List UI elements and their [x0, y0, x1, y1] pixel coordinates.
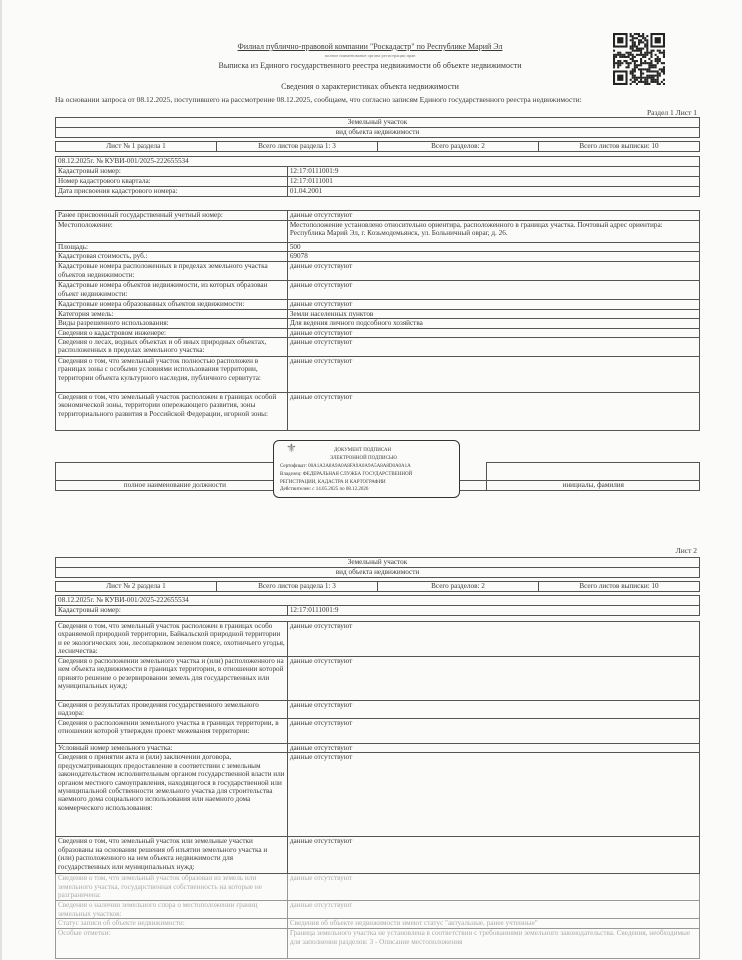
stamp-line: ДОКУМЕНТ ПОДПИСАН	[334, 448, 392, 453]
table-row	[56, 328, 700, 337]
field-value: данные отсутствуют	[287, 328, 699, 337]
stamp-line: Владелец: ФЕДЕРАЛЬНАЯ СЛУЖБА ГОСУДАРСТВЕННОЙ	[280, 472, 413, 477]
intro-text: На основании запроса от 08.12.2025, поступившего на рассмотрение 08.12.2025, сообщаем, что согласно записям Единого государственного реестра недвижимости:	[55, 95, 582, 104]
field-value: данные отсутствуют	[287, 393, 699, 431]
field-value: данные отсутствуют	[287, 753, 699, 837]
identification-table	[55, 156, 700, 197]
table-row	[56, 919, 700, 929]
table-row	[56, 719, 700, 744]
field-label: Сведения о расположении земельного участка в границах территории, в отношении которой утвержден проект межевания территории:	[56, 719, 288, 744]
field-value: Для ведения личного подсобного хозяйства	[287, 319, 699, 328]
extract-sheets-total: Всего листов выписки: 10	[539, 142, 700, 152]
field-value: 01.04.2001	[287, 187, 699, 197]
field-value: 12:17:0111001:9	[287, 167, 699, 177]
field-value: данные отсутствуют	[287, 262, 699, 281]
table-row	[56, 357, 700, 393]
field-label: Кадастровый номер:	[56, 606, 288, 616]
table-row	[56, 753, 700, 837]
stamp-line: РЕГИСТРАЦИИ, КАДАСТРА И КАРТОГРАФИИ	[280, 480, 386, 485]
sections-total: Всего разделов: 2	[378, 142, 539, 152]
field-label: Кадастровый номер:	[56, 167, 288, 177]
stamp-line: Действителен: с 14.05.2025 по 08.12.2026	[280, 487, 369, 492]
field-value: данные отсутствуют	[287, 874, 699, 901]
field-value: данные отсутствуют	[287, 622, 699, 657]
table-row	[56, 657, 700, 701]
table-row	[56, 622, 700, 657]
object-type: Земельный участок	[56, 558, 700, 568]
field-label: Сведения о расположении земельного участка и (или) расположенного на нем объекта недвижимости в границах территории, в отношении которой принято решение о резервировании земель для государственных или муниципальных нужд:	[56, 657, 288, 701]
table-row	[56, 744, 700, 753]
table-row	[56, 874, 700, 901]
table-row	[56, 262, 700, 281]
table-row	[56, 281, 700, 300]
page2-object-type-table	[55, 557, 700, 592]
table-row	[56, 243, 700, 252]
field-label: Сведения о кадастровом инженере:	[56, 328, 288, 337]
object-type: Земельный участок	[56, 118, 700, 128]
table-row	[56, 300, 700, 309]
table-row	[56, 338, 700, 357]
field-label: Кадастровые номера объектов недвижимости, из которых образован объект недвижимости:	[56, 281, 288, 300]
table-row	[56, 309, 700, 318]
field-value: данные отсутствуют	[287, 338, 699, 357]
name-caption: инициалы, фамилия	[487, 481, 700, 491]
field-value: данные отсутствуют	[287, 657, 699, 701]
field-value: данные отсутствуют	[287, 744, 699, 753]
sheet-number: Лист № 1 раздела 1	[56, 142, 217, 152]
table-row	[56, 701, 700, 719]
field-value: 69078	[287, 252, 699, 262]
field-label: Сведения о наличии земельного спора о местоположении границ земельных участков:	[56, 901, 288, 919]
scan-edge	[0, 0, 2, 960]
page2-section-label: Лист 2	[675, 546, 697, 555]
field-value: данные отсутствуют	[287, 719, 699, 744]
field-value: Местоположение установлено относительно ориентира, расположенного в границах участка. Почтовый адрес ориентира: Республика Марий Эл, г. Козьмодемьянск, ул. Больничный овраг, д. 26.	[287, 221, 699, 243]
object-type-caption: вид объекта недвижимости	[56, 568, 700, 578]
field-label: Местоположение:	[56, 221, 288, 243]
field-value: Граница земельного участка не установлена в соответствии с требованиями земельного законодательства. Сведения, необходимые для заполнения разделов: 3 - Описание местоположения	[287, 929, 699, 959]
field-value: данные отсутствуют	[287, 300, 699, 309]
table-row	[56, 393, 700, 431]
table-row	[56, 901, 700, 919]
table-row	[56, 606, 700, 616]
field-label: Сведения о лесах, водных объектах и об иных природных объектах, расположенных в пределах земельного участка:	[56, 338, 288, 357]
position-caption: полное наименование должности	[56, 481, 294, 491]
section-sheets-total: Всего листов раздела 1: 3	[217, 142, 378, 152]
org-name: Филиал публично-правовой компании "Роскадастр" по Республике Марий Эл	[237, 42, 503, 51]
table-row	[56, 221, 700, 243]
table-row	[56, 167, 700, 177]
field-label: Сведения о том, что земельный участок образован из земель или земельного участка, государственная собственность на которые не разграничена:	[56, 874, 288, 901]
field-value: данные отсутствуют	[287, 357, 699, 393]
table-row	[56, 177, 700, 187]
field-label: Ранее присвоенный государственный учетный номер:	[56, 211, 288, 221]
field-label: Статус записи об объекте недвижимости:	[56, 919, 288, 929]
request-number: 08.12.2025г. № КУВИ-001/2025-222655534	[56, 157, 700, 167]
extract-sheets-total: Всего листов выписки: 10	[539, 582, 700, 592]
object-type-caption: вид объекта недвижимости	[56, 128, 700, 138]
field-label: Сведения о принятии акта и (или) заключении договора, предусматривающих предоставление в соответствии с земельным законодательством исполнительным органом государственной власти или органом местного самоуправления, находящегося в государственной или муниципальной собственности земельного участка для строительства наемного дома социального использования или наемного дома коммерческого использования:	[56, 753, 288, 837]
table-row	[56, 319, 700, 328]
characteristics-table	[55, 210, 700, 431]
field-label: Номер кадастрового квартала:	[56, 177, 288, 187]
section-sheets-total: Всего листов раздела 1: 3	[217, 582, 378, 592]
document-title: Выписка из Единого государственного реестра недвижимости об объекте недвижимости	[218, 61, 522, 70]
request-number: 08.12.2025г. № КУВИ-001/2025-222655534	[56, 596, 700, 606]
table-row	[56, 187, 700, 197]
field-label: Сведения о том, что земельный участок полностью расположен в границах зоны с особыми условиями использования территории, территории объекта культурного наследия, публичного сервитута:	[56, 357, 288, 393]
table-row	[56, 252, 700, 262]
field-label: Дата присвоения кадастрового номера:	[56, 187, 288, 197]
electronic-signature-stamp	[273, 440, 460, 498]
stamp-line: ЭЛЕКТРОННОЙ ПОДПИСЬЮ	[330, 456, 397, 461]
field-label: Кадастровые номера образованных объектов недвижимости:	[56, 300, 288, 309]
section-label: Раздел 1 Лист 1	[646, 108, 697, 117]
stamp-line: Сертификат: 00A1A3A8A9A0A8FA9A0A9A5A8A8D0A0A1A	[280, 464, 411, 469]
field-label: Виды разрешенного использования:	[56, 319, 288, 328]
sheet-number: Лист № 2 раздела 1	[56, 582, 217, 592]
field-label: Особые отметки:	[56, 929, 288, 959]
table-row	[56, 211, 700, 221]
field-label: Сведения о том, что земельный участок или земельные участки образованы на основании решения об изъятии земельного участка и (или) расположенного на нем объекта недвижимости для государственных или муниципальных нужд:	[56, 837, 288, 874]
field-value: Сведения об объекте недвижимости имеют статус "актуальные, ранее учтенные"	[287, 919, 699, 929]
field-value: данные отсутствуют	[287, 901, 699, 919]
field-label: Сведения о результатах проведения государственного земельного надзора:	[56, 701, 288, 719]
qr-code-icon	[613, 33, 665, 85]
table-row	[56, 929, 700, 959]
field-value: данные отсутствуют	[287, 701, 699, 719]
field-value: данные отсутствуют	[287, 281, 699, 300]
field-label: Сведения о том, что земельный участок расположен в границах особой экономической зоны, территории опережающего развития, зоны территориального развития в Российской Федерации, игорной зоны:	[56, 393, 288, 431]
field-value: 12:17:0111001	[287, 177, 699, 187]
field-value: Земли населенных пунктов	[287, 309, 699, 318]
field-label: Кадастровые номера расположенных в пределах земельного участка объектов недвижимости:	[56, 262, 288, 281]
field-label: Условный номер земельного участка:	[56, 744, 288, 753]
emblem-icon: ⚜	[286, 441, 297, 455]
field-value: данные отсутствуют	[287, 211, 699, 221]
org-caption: полное наименование органа регистрации прав	[324, 53, 416, 58]
field-value: 12:17:0111001:9	[287, 606, 699, 616]
document-subtitle: Сведения о характеристиках объекта недвижимости	[281, 82, 459, 91]
page2-identification-table	[55, 595, 700, 616]
field-label: Кадастровая стоимость, руб.:	[56, 252, 288, 262]
table-row	[56, 837, 700, 874]
field-label: Площадь:	[56, 243, 288, 252]
field-label: Категория земель:	[56, 309, 288, 318]
field-value: 500	[287, 243, 699, 252]
page2-characteristics-table	[55, 621, 700, 959]
field-label: Сведения о том, что земельный участок расположен в границах особо охраняемой природной территории, Байкальской природной территории и ее экологических зон, лесопарковом зеленом поясе, охотничьего угодья, лесничества:	[56, 622, 288, 657]
field-value: данные отсутствуют	[287, 837, 699, 874]
sections-total: Всего разделов: 2	[378, 582, 539, 592]
object-type-table	[55, 117, 700, 152]
